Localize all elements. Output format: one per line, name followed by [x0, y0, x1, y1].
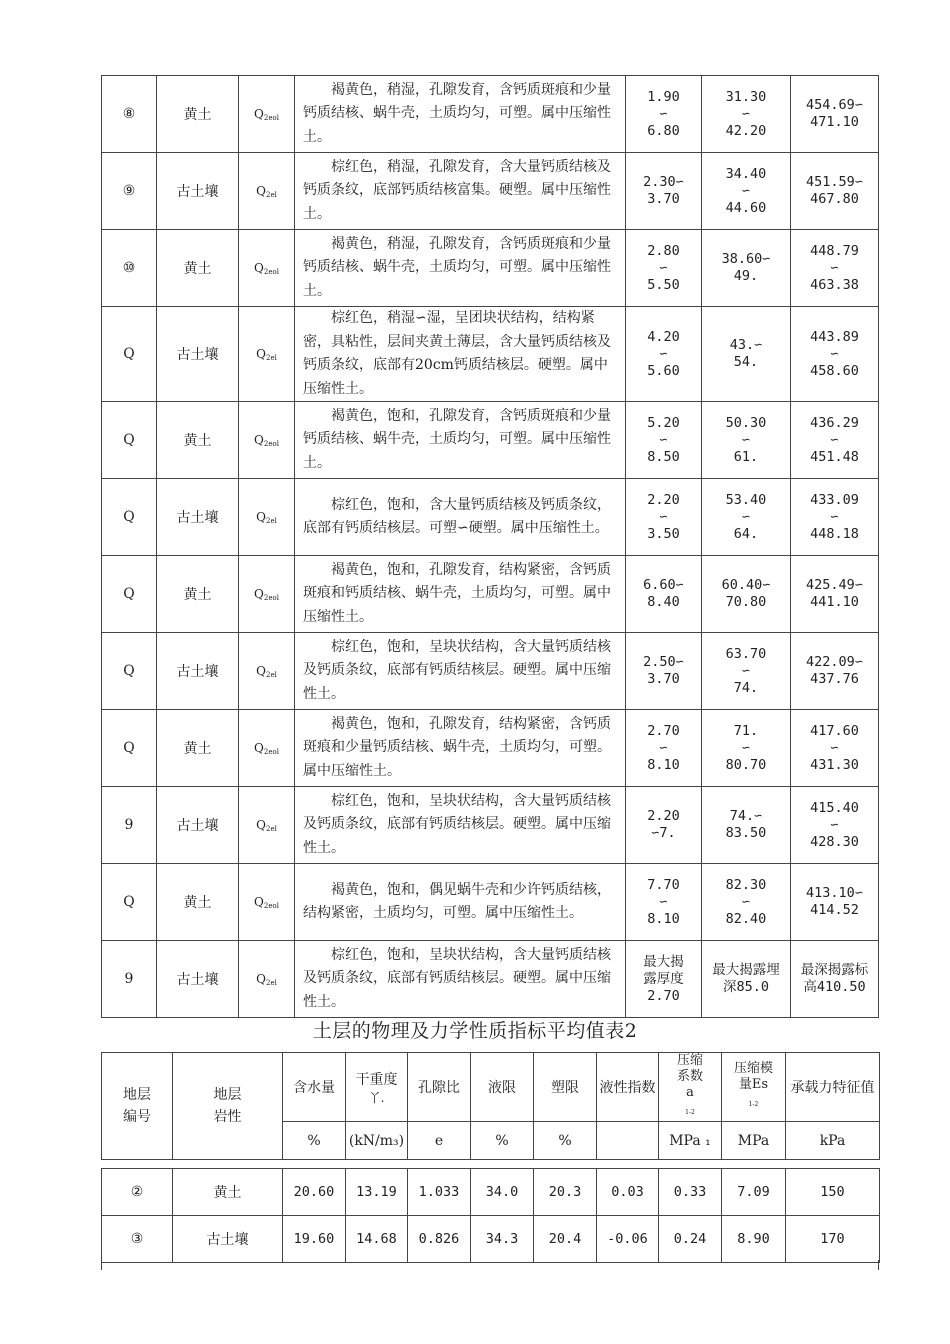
cell-pl: 20.3	[534, 1169, 597, 1216]
layer-description: 棕红色，稍湿∽湿，呈团块状结构，结构紧密，具粘性，层间夹黄土薄层，含大量钙质结核及钙质条纹，底部有20cm钙质结核层。硬塑。属中压缩性土。	[295, 307, 626, 402]
header-void: 孔隙比	[408, 1053, 471, 1122]
layer-row	[102, 479, 879, 556]
header-dry-density: 干重度 丫.	[346, 1053, 408, 1122]
layer-depth: 31.30 ∽ 42.20	[702, 76, 791, 153]
layer-description: 褐黄色，饱和，孔隙发育，结构紧密，含钙质斑痕和少量钙质结核、蜗牛壳，土质均匀，可塑。属中压缩性土。	[295, 710, 626, 787]
layer-age: $Q_{2eol}$	[239, 230, 295, 307]
layer-description: 褐黄色，稍湿，孔隙发育，含钙质斑痕和少量钙质结核、蜗牛壳，土质均匀，可塑。属中压缩性土。	[295, 230, 626, 307]
layer-no: Q	[102, 556, 157, 633]
layer-thickness: 2.50∽ 3.70	[626, 633, 702, 710]
layer-age: $Q_{2el}$	[239, 153, 295, 230]
unit-dry-density: (kN/m₃)	[346, 1122, 408, 1160]
cell-ll: 34.3	[471, 1216, 534, 1263]
layer-description: 棕红色，饱和，含大量钙质结核及钙质条纹，底部有钙质结核层。可塑∽硬塑。属中压缩性土。	[295, 479, 626, 556]
layer-name: 古土壤	[157, 787, 239, 864]
layer-depth: 60.40∽ 70.80	[702, 556, 791, 633]
layer-row	[102, 153, 879, 230]
soil-layer-table	[101, 75, 879, 1018]
layer-depth: 38.60∽ 49.	[702, 230, 791, 307]
layer-description: 棕红色，饱和，呈块状结构，含大量钙质结核及钙质条纹，底部有钙质结核层。硬塑。属中压缩性土。	[295, 633, 626, 710]
table-row	[102, 1216, 880, 1263]
unit-bearing: kPa	[786, 1122, 880, 1160]
cell-fak: 150	[786, 1169, 880, 1216]
header-lithology: 地层 岩性	[173, 1053, 283, 1160]
layer-thickness: 最大揭 露厚度 2.70	[626, 941, 702, 1018]
layer-elevation: 433.09 ∽ 448.18	[791, 479, 879, 556]
cell-water: 20.60	[283, 1169, 346, 1216]
table-row	[102, 1169, 880, 1216]
layer-elevation: 415.40 ∽ 428.30	[791, 787, 879, 864]
header-liquid-limit: 液限	[471, 1053, 534, 1122]
layer-thickness: 7.70 ∽ 8.10	[626, 864, 702, 941]
layer-description: 褐黄色，饱和，孔隙发育，含钙质斑痕和少量钙质结核、蜗牛壳，土质均匀，可塑。属中压缩性土。	[295, 402, 626, 479]
layer-thickness: 5.20 ∽ 8.50	[626, 402, 702, 479]
cell-fak: 170	[786, 1216, 880, 1263]
properties-header-table	[101, 1052, 880, 1160]
layer-description: 褐黄色，饱和，孔隙发育，结构紧密，含钙质斑痕和钙质结核、蜗牛壳，土质均匀，可塑。属中压缩性土。	[295, 556, 626, 633]
properties-data-table	[101, 1168, 880, 1263]
layer-no: ⑨	[102, 153, 157, 230]
header-liquidity: 液性指数	[597, 1053, 659, 1122]
layer-name: 古土壤	[157, 307, 239, 402]
layer-row	[102, 230, 879, 307]
layer-age: $Q_{2eol}$	[239, 556, 295, 633]
cell-dry: 14.68	[346, 1216, 408, 1263]
unit-water: %	[283, 1122, 346, 1160]
layer-age: $Q_{2el}$	[239, 479, 295, 556]
header-layer-no: 地层 编号	[102, 1053, 173, 1160]
layer-elevation: 448.79 ∽ 463.38	[791, 230, 879, 307]
layer-row	[102, 402, 879, 479]
cell-void: 1.033	[408, 1169, 471, 1216]
layer-elevation: 422.09∽ 437.76	[791, 633, 879, 710]
layer-no: Q	[102, 307, 157, 402]
layer-elevation: 425.49∽ 441.10	[791, 556, 879, 633]
layer-thickness: 4.20 ∽ 5.60	[626, 307, 702, 402]
layer-name: 黄土	[157, 556, 239, 633]
layer-name: 古土壤	[157, 941, 239, 1018]
layer-row	[102, 710, 879, 787]
layer-depth: 74.∽ 83.50	[702, 787, 791, 864]
header-comp-mod: 压缩模 量Es $_{1-2}$	[722, 1053, 786, 1122]
layer-depth: 34.40 ∽ 44.60	[702, 153, 791, 230]
layer-depth: 53.40 ∽ 64.	[702, 479, 791, 556]
layer-name: 黄土	[157, 864, 239, 941]
layer-age: $Q_{2el}$	[239, 941, 295, 1018]
layer-elevation: 413.10∽ 414.52	[791, 864, 879, 941]
layer-thickness: 2.30∽ 3.70	[626, 153, 702, 230]
layer-row	[102, 864, 879, 941]
unit-comp-mod: MPa	[722, 1122, 786, 1160]
layer-thickness: 2.80 ∽ 5.50	[626, 230, 702, 307]
layer-depth: 50.30 ∽ 61.	[702, 402, 791, 479]
layer-depth: 63.70 ∽ 74.	[702, 633, 791, 710]
layer-no: Q	[102, 864, 157, 941]
table-edge-left	[101, 1260, 102, 1270]
layer-age: $Q_{2el}$	[239, 633, 295, 710]
layer-row	[102, 941, 879, 1018]
unit-liquidity	[597, 1122, 659, 1160]
layer-no: 9	[102, 941, 157, 1018]
layer-depth: 71. ∽ 80.70	[702, 710, 791, 787]
layer-thickness: 2.20 ∽7.	[626, 787, 702, 864]
cell-es: 7.09	[722, 1169, 786, 1216]
layer-name: 古土壤	[157, 479, 239, 556]
cell-ll: 34.0	[471, 1169, 534, 1216]
cell-no: ③	[102, 1216, 173, 1263]
unit-void: e	[408, 1122, 471, 1160]
table-edge-right	[878, 1260, 879, 1270]
cell-pl: 20.4	[534, 1216, 597, 1263]
layer-description: 褐黄色，饱和，偶见蜗牛壳和少许钙质结核，结构紧密，土质均匀，可塑。属中压缩性土。	[295, 864, 626, 941]
layer-age: $Q_{2eol}$	[239, 710, 295, 787]
layer-description: 棕红色，饱和，呈块状结构，含大量钙质结核及钙质条纹，底部有钙质结核层。硬塑。属中压缩性土。	[295, 941, 626, 1018]
layer-elevation: 436.29 ∽ 451.48	[791, 402, 879, 479]
layer-row	[102, 787, 879, 864]
layer-no: ⑩	[102, 230, 157, 307]
layer-thickness: 6.60∽ 8.40	[626, 556, 702, 633]
layer-depth: 43.∽ 54.	[702, 307, 791, 402]
cell-es: 8.90	[722, 1216, 786, 1263]
layer-thickness: 1.90 ∽ 6.80	[626, 76, 702, 153]
cell-li: -0.06	[597, 1216, 659, 1263]
layer-row	[102, 76, 879, 153]
header-bearing: 承载力特征值	[786, 1053, 880, 1122]
layer-no: Q	[102, 633, 157, 710]
cell-dry: 13.19	[346, 1169, 408, 1216]
layer-age: $Q_{2el}$	[239, 307, 295, 402]
layer-elevation: 443.89 ∽ 458.60	[791, 307, 879, 402]
layer-elevation: 454.69∽ 471.10	[791, 76, 879, 153]
layer-name: 黄土	[157, 710, 239, 787]
layer-description: 棕红色，饱和，呈块状结构，含大量钙质结核及钙质条纹，底部有钙质结核层。硬塑。属中压缩性土。	[295, 787, 626, 864]
layer-elevation: 最深揭露标 高410.50	[791, 941, 879, 1018]
layer-elevation: 417.60 ∽ 431.30	[791, 710, 879, 787]
layer-no: Q	[102, 710, 157, 787]
layer-no: Q	[102, 479, 157, 556]
header-water: 含水量	[283, 1053, 346, 1122]
layer-name: 古土壤	[157, 633, 239, 710]
layer-description: 棕红色，稍湿，孔隙发育，含大量钙质结核及钙质条纹，底部钙质结核富集。硬塑。属中压缩性土。	[295, 153, 626, 230]
cell-name: 黄土	[173, 1169, 283, 1216]
table2-title: 土层的物理及力学性质指标平均值表2	[312, 1020, 638, 1042]
layer-row	[102, 556, 879, 633]
layer-age: $Q_{2eol}$	[239, 402, 295, 479]
layer-thickness: 2.70 ∽ 8.10	[626, 710, 702, 787]
layer-no: ⑧	[102, 76, 157, 153]
cell-li: 0.03	[597, 1169, 659, 1216]
cell-a: 0.33	[659, 1169, 722, 1216]
layer-elevation: 451.59∽ 467.80	[791, 153, 879, 230]
layer-age: $Q_{2el}$	[239, 787, 295, 864]
layer-no: 9	[102, 787, 157, 864]
layer-name: 黄土	[157, 230, 239, 307]
cell-no: ②	[102, 1169, 173, 1216]
layer-no: Q	[102, 402, 157, 479]
header-plastic-limit: 塑限	[534, 1053, 597, 1122]
layer-depth: 82.30 ∽ 82.40	[702, 864, 791, 941]
layer-name: 黄土	[157, 402, 239, 479]
cell-name: 古土壤	[173, 1216, 283, 1263]
layer-description: 褐黄色，稍湿，孔隙发育，含钙质斑痕和少量钙质结核、蜗牛壳，土质均匀，可塑。属中压缩性土。	[295, 76, 626, 153]
unit-plastic-limit: %	[534, 1122, 597, 1160]
layer-depth: 最大揭露埋 深85.0	[702, 941, 791, 1018]
header-comp-coef: 压缩 系数 a $_{1-2}$	[659, 1053, 722, 1122]
layer-thickness: 2.20 ∽ 3.50	[626, 479, 702, 556]
layer-age: $Q_{2eol}$	[239, 76, 295, 153]
unit-liquid-limit: %	[471, 1122, 534, 1160]
cell-void: 0.826	[408, 1216, 471, 1263]
layer-name: 黄土	[157, 76, 239, 153]
layer-row	[102, 633, 879, 710]
cell-water: 19.60	[283, 1216, 346, 1263]
layer-age: $Q_{2eol}$	[239, 864, 295, 941]
cell-a: 0.24	[659, 1216, 722, 1263]
layer-name: 古土壤	[157, 153, 239, 230]
layer-row	[102, 307, 879, 402]
unit-comp-coef: MPa ₁	[659, 1122, 722, 1160]
